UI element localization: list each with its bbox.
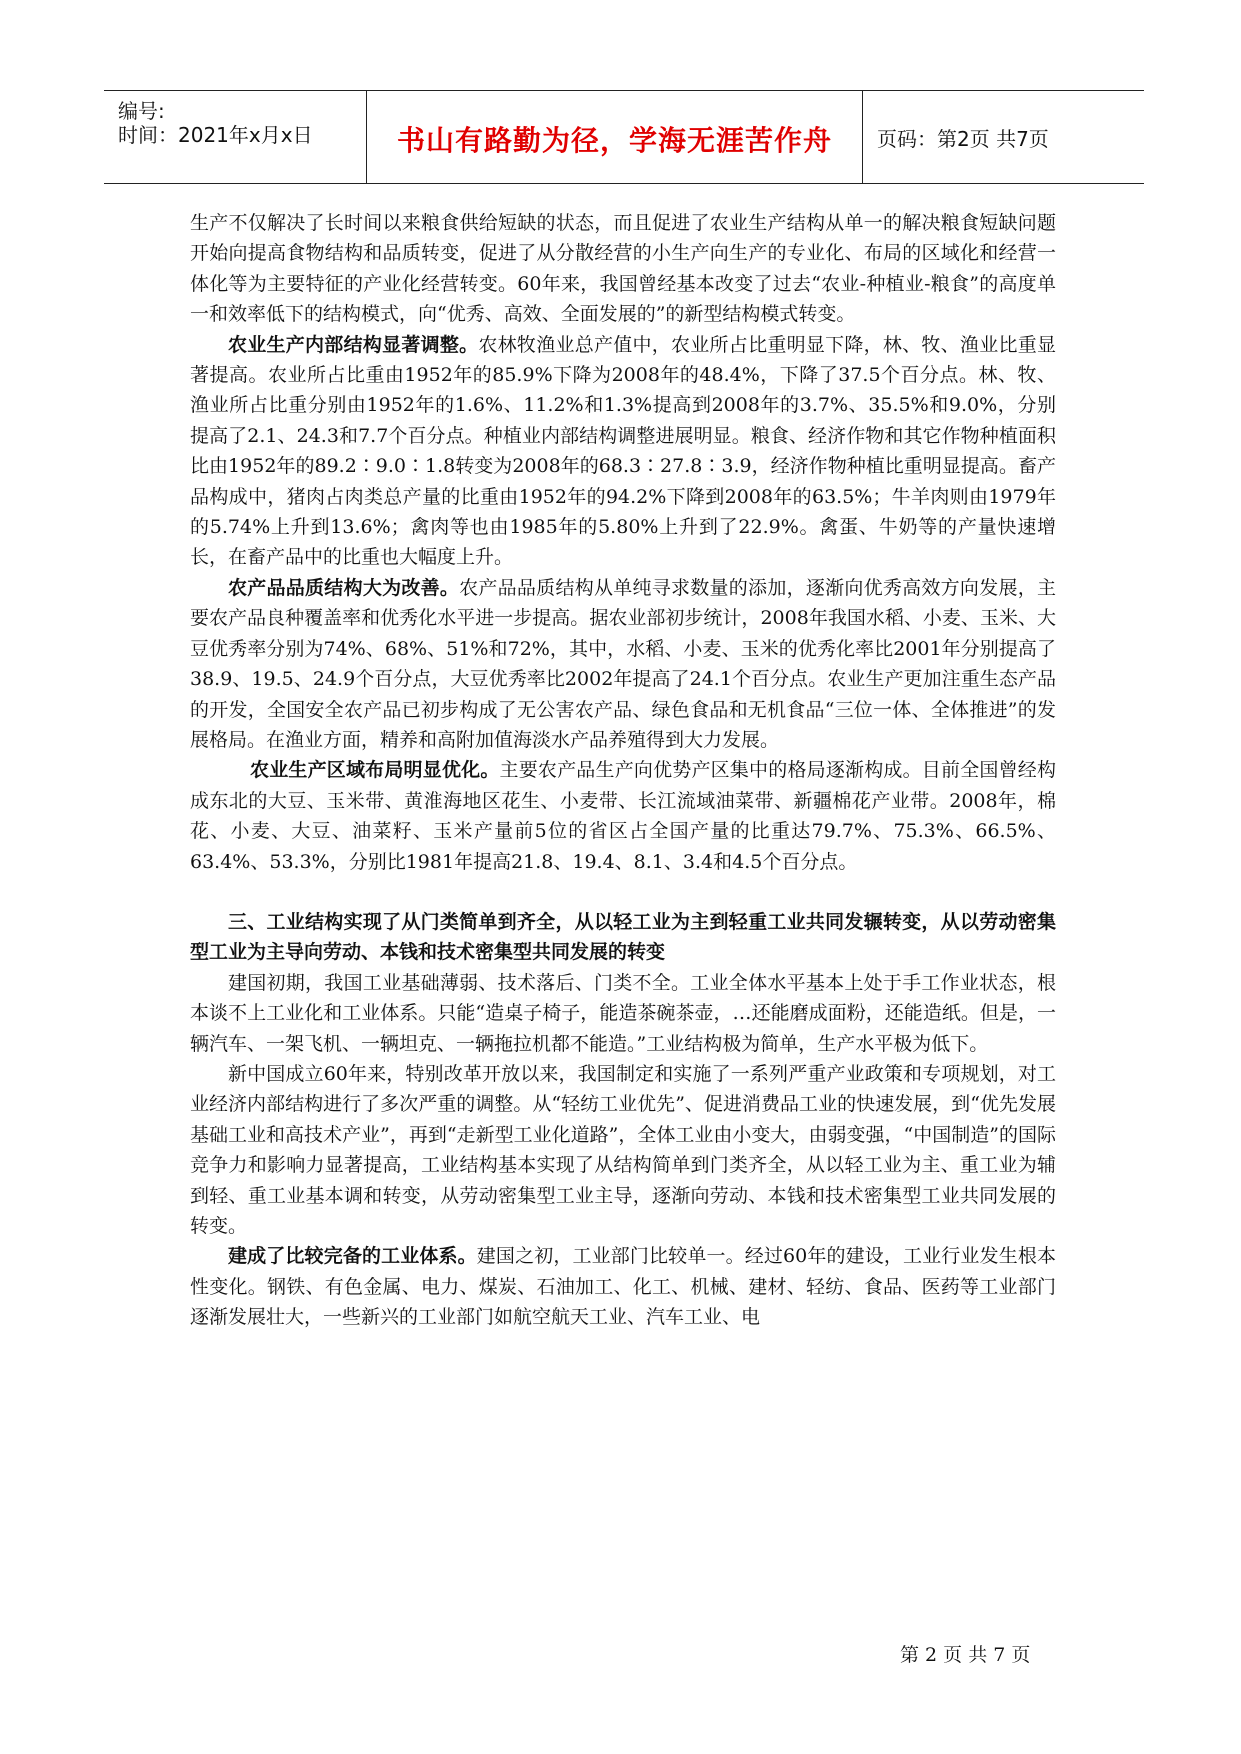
page-code: 页码：第2页 共7页 <box>877 127 1049 151</box>
paragraph-text: 主要农产品生产向优势产区集中的格局逐渐构成。目前全国曾经构成东北的大豆、玉米带、黄淮海地区花生、小麦带、长江流域油菜带、新疆棉花产业带。2008年，棉花、小麦、大豆、油菜籽、玉米产量前5位的省区占全国产量的比重达79.7%、75.3%、66.5%、63.4%、53.3%，分别比1981年提高21.8、19.4、8.1、3.4和4.5个百分点。 <box>190 759 1056 873</box>
page-footer: 第 2 页 共 7 页 <box>900 1644 1031 1666</box>
serial-label: 编号: <box>118 99 165 123</box>
section-heading: 三、工业结构实现了从门类简单到齐全，从以轻工业为主到轻重工业共同发辗转变，从以劳动密集型工业为主导向劳动、本钱和技术密集型共同发展的转变 <box>190 910 1056 964</box>
document-header <box>104 90 1144 184</box>
paragraph-text: 农林牧渔业总产值中，农业所占比重明显下降，林、牧、渔业比重显著提高。农业所占比重由1952年的85.9%下降为2008年的48.4%，下降了37.5个百分点。林、牧、渔业所占比重分别由1952年的1.6%、11.2%和1.3%提高到2008年的3.7%、35.5%和9.0%，分别提高了2.1、24.3和7.7个百分点。种植业内部结构调整进展明显。粮食、经济作物和其它作物种植面积比由1952年的89.2∶9.0∶1.8转变为2008年的68.3∶27.8∶3.9，经济作物种植比重明显提高。畜产品构成中，猪肉占肉类总产量的比重由1952年的94.2%下降到2008年的63.5%；牛羊肉则由1979年的5.74%上升到13.6%；禽肉等也由1985年的5.80%上升到了22.9%。禽蛋、牛奶等的产量快速增长，在畜产品中的比重也大幅度上升。 <box>190 333 1056 569</box>
time-label: 时间：2021年x月x日 <box>118 123 313 147</box>
paragraph-lead: 农业生产内部结构显著调整。 <box>228 333 479 356</box>
header-page-cell <box>863 91 1144 183</box>
paragraph-text: 建国之初，工业部门比较单一。经过60年的建设，工业行业发生根本性变化。钢铁、有色金属、电力、煤炭、石油加工、化工、机械、建材、轻纺、食品、医药等工业部门逐渐发展壮大，一些新兴的工业部门如航空航天工业、汽车工业、电 <box>190 1245 1056 1329</box>
header-motto-cell <box>367 91 863 183</box>
paragraph-lead: 农产品品质结构大为改善。 <box>228 576 460 599</box>
header-info-cell <box>104 91 367 183</box>
motto-text: 书山有路勤为径，学海无涯苦作舟 <box>396 124 832 157</box>
document-body <box>190 208 1056 1333</box>
paragraph-lead: 建成了比较完备的工业体系。 <box>228 1245 477 1268</box>
paragraph-text: 农产品品质结构从单纯寻求数量的添加，逐渐向优秀高效方向发展，主要农产品良种覆盖率和优秀化水平进一步提高。据农业部初步统计，2008年我国水稻、小麦、玉米、大豆优秀率分别为74%、68%、51%和72%，其中，水稻、小麦、玉米的优秀化率比2001年分别提高了38.9、19.5、24.9个百分点，大豆优秀率比2002年提高了24.1个百分点。农业生产更加注重生态产品的开发，全国安全农产品已初步构成了无公害农产品、绿色食品和无机食品“三位一体、全体推进”的发展格局。在渔业方面，精养和高附加值海淡水产品养殖得到大力发展。 <box>190 576 1056 751</box>
paragraph: 新中国成立60年来，特别改革开放以来，我国制定和实施了一系列严重产业政策和专项规划，对工业经济内部结构进行了多次严重的调整。从“轻纺工业优先”、促进消费品工业的快速发展，到“优先发展基础工业和高技术产业”，再到“走新型工业化道路”，全体工业由小变大，由弱变强，“中国制造”的国际竞争力和影响力显著提高，工业结构基本实现了从结构简单到门类齐全，从以轻工业为主、重工业为辅到轻、重工业基本调和转变，从劳动密集型工业主导，逐渐向劳动、本钱和技术密集型工业共同发展的转变。 <box>190 1062 1056 1237</box>
paragraph: 建国初期，我国工业基础薄弱、技术落后、门类不全。工业全体水平基本上处于手工作业状态，根本谈不上工业化和工业体系。只能“造桌子椅子，能造茶碗茶壶，…还能磨成面粉，还能造纸。但是，一辆汽车、一架飞机、一辆坦克、一辆拖拉机都不能造。”工业结构极为简单，生产水平极为低下。 <box>190 971 1056 1055</box>
paragraph: 生产不仅解决了长时间以来粮食供给短缺的状态，而且促进了农业生产结构从单一的解决粮食短缺问题开始向提高食物结构和品质转变，促进了从分散经营的小生产向生产的专业化、布局的区域化和经营一体化等为主要特征的产业化经营转变。60年来，我国曾经基本改变了过去“农业-种植业-粮食”的高度单一和效率低下的结构模式，向“优秀、高效、全面发展的”的新型结构模式转变。 <box>190 212 1056 326</box>
paragraph-lead: 农业生产区域布局明显优化。 <box>250 759 500 782</box>
paragraph <box>190 573 1056 755</box>
paragraph <box>190 1241 1056 1332</box>
paragraph <box>190 755 1056 877</box>
paragraph <box>190 330 1056 573</box>
